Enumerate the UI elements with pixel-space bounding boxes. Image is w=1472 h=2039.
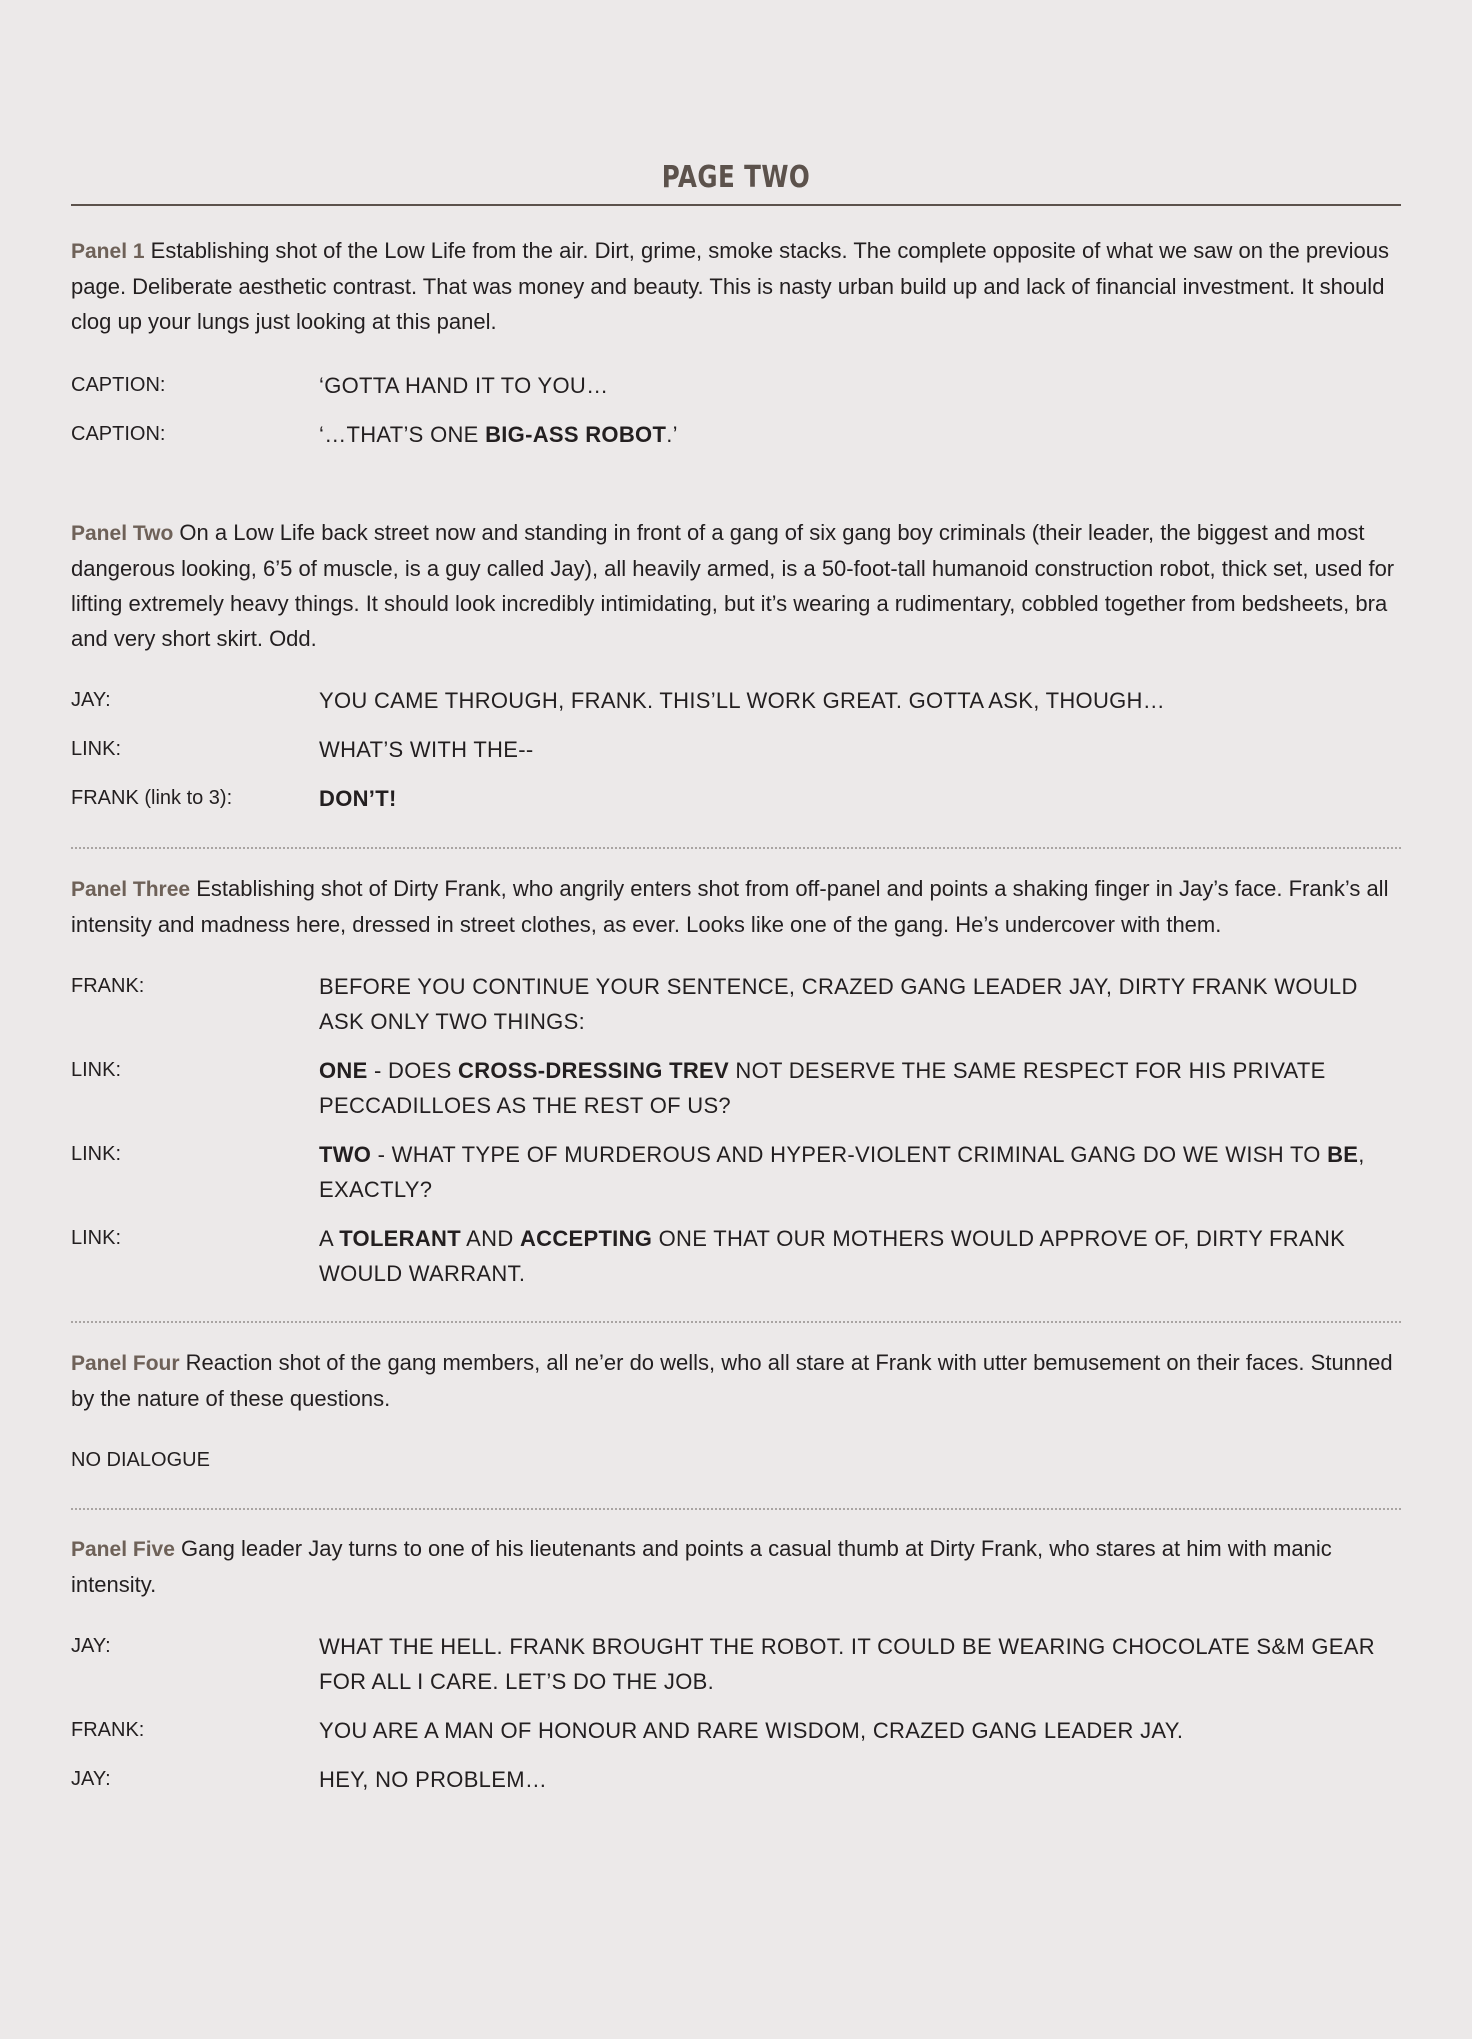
speech [319, 1629, 1404, 1699]
panel-description-text: Establishing shot of Dirty Frank, who angrily enters shot from off-panel and points a shaking finger in Jay’s face. Frank’s all intensity and madness here, dressed in street clothes, as ever. Looks like one of the gang. He’s undercover with them. [71, 876, 1389, 937]
page-title: PAGE TWO [661, 160, 811, 195]
speech-text: BEFORE YOU CONTINUE YOUR SENTENCE, CRAZED GANG LEADER JAY, DIRTY FRANK WOULD ASK ONLY TWO THINGS: [319, 974, 1358, 1034]
panel-1-description [71, 233, 1401, 339]
speech-text: A [319, 1226, 340, 1251]
speech [319, 683, 1404, 718]
speech [319, 1713, 1404, 1748]
panel-divider [71, 1508, 1401, 1510]
speaker: CAPTION: [71, 374, 166, 396]
panel-label: Panel Three [71, 878, 191, 901]
panel-2-description [71, 515, 1401, 656]
speech [319, 1762, 1404, 1797]
speech-text: - WHAT TYPE OF MURDEROUS AND HYPER-VIOLENT CRIMINAL GANG DO WE WISH TO [371, 1142, 1328, 1167]
speech-text: ‘GOTTA HAND IT TO YOU… [319, 373, 609, 398]
panel-divider [71, 847, 1401, 849]
emphasis-text: ONE [319, 1058, 368, 1083]
speaker: FRANK (link to 3): [71, 787, 233, 809]
panel-description-text: Gang leader Jay turns to one of his lieutenants and points a casual thumb at Dirty Frank, who stares at him with manic intensity. [71, 1536, 1332, 1597]
speech [319, 1053, 1404, 1123]
emphasis-text: TWO [319, 1142, 372, 1167]
panel-5-description [71, 1531, 1401, 1602]
panel-description-text: Reaction shot of the gang members, all ne’er do wells, who all stare at Frank with utter bemusement on their faces. Stunned by the nature of these questions. [71, 1350, 1393, 1411]
speaker: JAY: [71, 689, 111, 711]
panel-3-description [71, 871, 1401, 942]
title-rule [71, 204, 1401, 206]
speaker: LINK: [71, 1143, 122, 1165]
panel-description-text: On a Low Life back street now and standing in front of a gang of six gang boy criminals (their leader, the biggest and most dangerous looking, 6’5 of muscle, is a guy called Jay), all heavily armed, is a 50-foot-tall humanoid construction robot, thick set, used for lifting extremely heavy things. It should look incredibly intimidating, but it’s wearing a rudimentary, cobbled together from bedsheets, bra and very short skirt. Odd. [71, 520, 1395, 651]
speaker: JAY: [71, 1768, 111, 1790]
speech [319, 781, 1404, 816]
emphasis-text: TOLERANT [339, 1226, 461, 1251]
speech-text: ‘…THAT’S ONE [319, 422, 486, 447]
speech-text: ONE THAT OUR MOTHERS WOULD APPROVE OF, DIRTY FRANK WOULD WARRANT. [319, 1226, 1346, 1286]
emphasis-text: ACCEPTING [519, 1226, 653, 1251]
emphasis-text: CROSS-DRESSING TREV [458, 1058, 729, 1083]
speech [319, 732, 1404, 767]
speech-text: AND [460, 1226, 520, 1251]
panel-divider [71, 1321, 1401, 1323]
speaker: FRANK: [71, 1719, 145, 1741]
panel-4-description [71, 1345, 1401, 1416]
speech-text: NOT DESERVE THE SAME RESPECT FOR HIS PRIVATE PECCADILLOES AS THE REST OF US? [319, 1058, 1326, 1118]
panel-label: Panel 1 [71, 240, 145, 263]
speaker: JAY: [71, 1635, 111, 1657]
emphasis-text: DON’T! [319, 786, 397, 811]
speech-text: WHAT’S WITH THE-- [319, 737, 534, 762]
panel-label: Panel Five [71, 1538, 175, 1561]
speech-text: YOU ARE A MAN OF HONOUR AND RARE WISDOM, CRAZED GANG LEADER JAY. [319, 1718, 1184, 1743]
speech-text: HEY, NO PROBLEM… [319, 1767, 548, 1792]
speaker: LINK: [71, 1227, 122, 1249]
panel-label: Panel Four [71, 1352, 180, 1375]
emphasis-text: BE [1327, 1142, 1359, 1167]
speaker: LINK: [71, 738, 122, 760]
speech-text: WHAT THE HELL. FRANK BROUGHT THE ROBOT. IT COULD BE WEARING CHOCOLATE S&M GEAR FOR ALL I CARE. LET’S DO THE JOB. [319, 1634, 1375, 1694]
speaker: CAPTION: [71, 423, 166, 445]
speech [319, 969, 1404, 1039]
speech-text: - DOES [367, 1058, 458, 1083]
no-dialogue-note: NO DIALOGUE [71, 1449, 210, 1471]
speech [319, 417, 1404, 452]
speech [319, 1137, 1404, 1207]
speaker: LINK: [71, 1059, 122, 1081]
panel-label: Panel Two [71, 522, 174, 545]
speaker: FRANK: [71, 975, 145, 997]
speech [319, 368, 1404, 403]
panel-description-text: Establishing shot of the Low Life from the air. Dirt, grime, smoke stacks. The complete opposite of what we saw on the previous page. Deliberate aesthetic contrast. That was money and beauty. This is nasty urban build up and lack of financial investment. It should clog up your lungs just looking at this panel. [71, 238, 1389, 334]
speech-text: , EXACTLY? [319, 1142, 1365, 1202]
speech [319, 1221, 1404, 1291]
speech-text: .’ [666, 422, 678, 447]
speech-text: YOU CAME THROUGH, FRANK. THIS’LL WORK GREAT. GOTTA ASK, THOUGH… [319, 688, 1166, 713]
emphasis-text: BIG-ASS ROBOT [485, 422, 667, 447]
